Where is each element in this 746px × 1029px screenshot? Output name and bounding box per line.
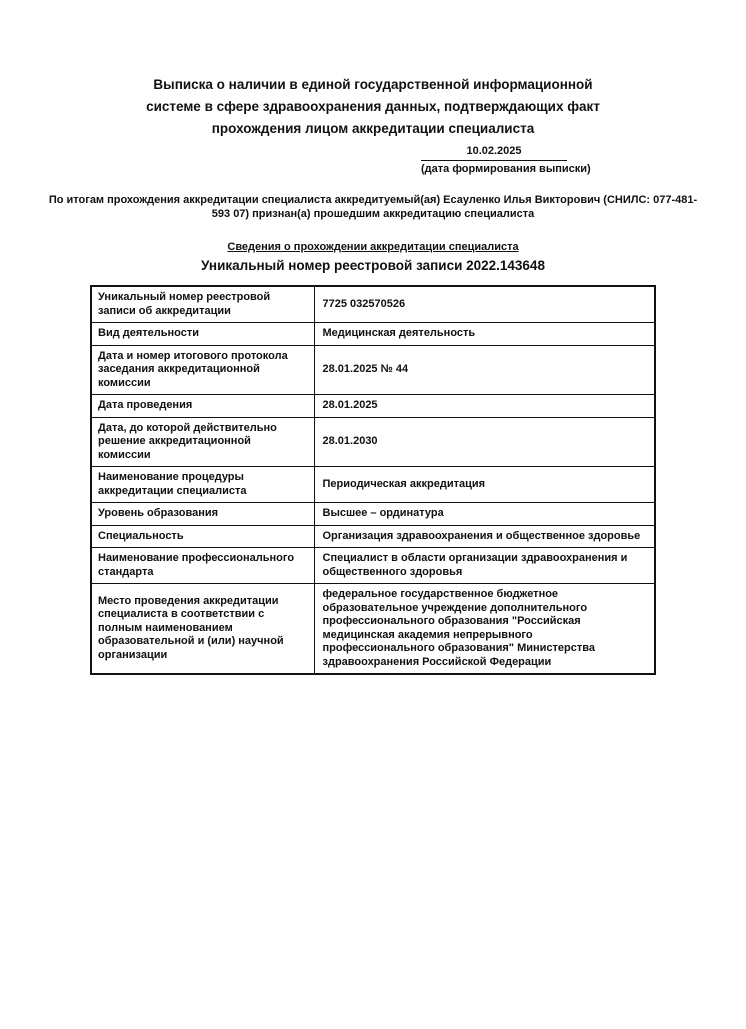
issue-date-caption: (дата формирования выписки)	[421, 163, 591, 175]
table-row	[91, 286, 655, 323]
row-value: 28.01.2025	[314, 395, 655, 418]
row-label: Наименование профессионального стандарта	[91, 548, 314, 584]
table-row	[91, 467, 655, 503]
table-row	[91, 503, 655, 526]
issue-date: 10.02.2025	[421, 144, 567, 161]
table-row	[91, 323, 655, 346]
row-label: Уникальный номер реестровой записи об аккредитации	[91, 286, 314, 323]
row-value: Специалист в области организации здравоохранения и общественного здоровья	[314, 548, 655, 584]
table-row	[91, 525, 655, 548]
accreditation-table	[90, 285, 656, 675]
row-label: Специальность	[91, 525, 314, 548]
row-label: Дата проведения	[91, 395, 314, 418]
registry-number-heading: Уникальный номер реестровой записи 2022.143648	[201, 258, 545, 273]
table-row	[91, 395, 655, 418]
row-value: 28.01.2030	[314, 417, 655, 467]
row-label: Уровень образования	[91, 503, 314, 526]
row-value: 7725 032570526	[314, 286, 655, 323]
row-value: федеральное государственное бюджетное образовательное учреждение дополнительного профессионального образования "Российская медицинская академия непрерывного профессионального образования" Министерства здравоохранения Российской Федерации	[314, 584, 655, 675]
row-value: 28.01.2025 № 44	[314, 345, 655, 395]
row-label: Дата, до которой действительно решение аккредитационной комиссии	[91, 417, 314, 467]
document-title-line: Выписка о наличии в единой государственной информационной	[153, 77, 593, 92]
row-label: Наименование процедуры аккредитации специалиста	[91, 467, 314, 503]
issue-date-block	[421, 144, 591, 177]
intro-paragraph	[40, 193, 706, 221]
document-title-line: системе в сфере здравоохранения данных, подтверждающих факт	[146, 99, 600, 114]
table-row	[91, 548, 655, 584]
details-section-heading: Сведения о прохождении аккредитации специалиста	[227, 241, 519, 253]
table-row	[91, 584, 655, 675]
document-title	[0, 74, 746, 140]
document-title-line: прохождения лицом аккредитации специалиста	[211, 121, 535, 136]
row-label: Вид деятельности	[91, 323, 314, 346]
row-label: Место проведения аккредитации специалиста в соответствии с полным наименованием образовательной и (или) научной организации	[91, 584, 314, 675]
row-value: Медицинская деятельность	[314, 323, 655, 346]
table-row	[91, 417, 655, 467]
row-value: Периодическая аккредитация	[314, 467, 655, 503]
intro-paragraph-line: По итогам прохождения аккредитации специалиста аккредитуемый(ая) Есауленко Илья Викторович (СНИЛС: 077-481-	[48, 194, 698, 206]
row-label: Дата и номер итогового протокола заседания аккредитационной комиссии	[91, 345, 314, 395]
table-row	[91, 345, 655, 395]
row-value: Организация здравоохранения и общественное здоровье	[314, 525, 655, 548]
row-value: Высшее – ординатура	[314, 503, 655, 526]
intro-paragraph-line: 593 07) признан(а) прошедшим аккредитацию специалиста	[211, 208, 535, 220]
